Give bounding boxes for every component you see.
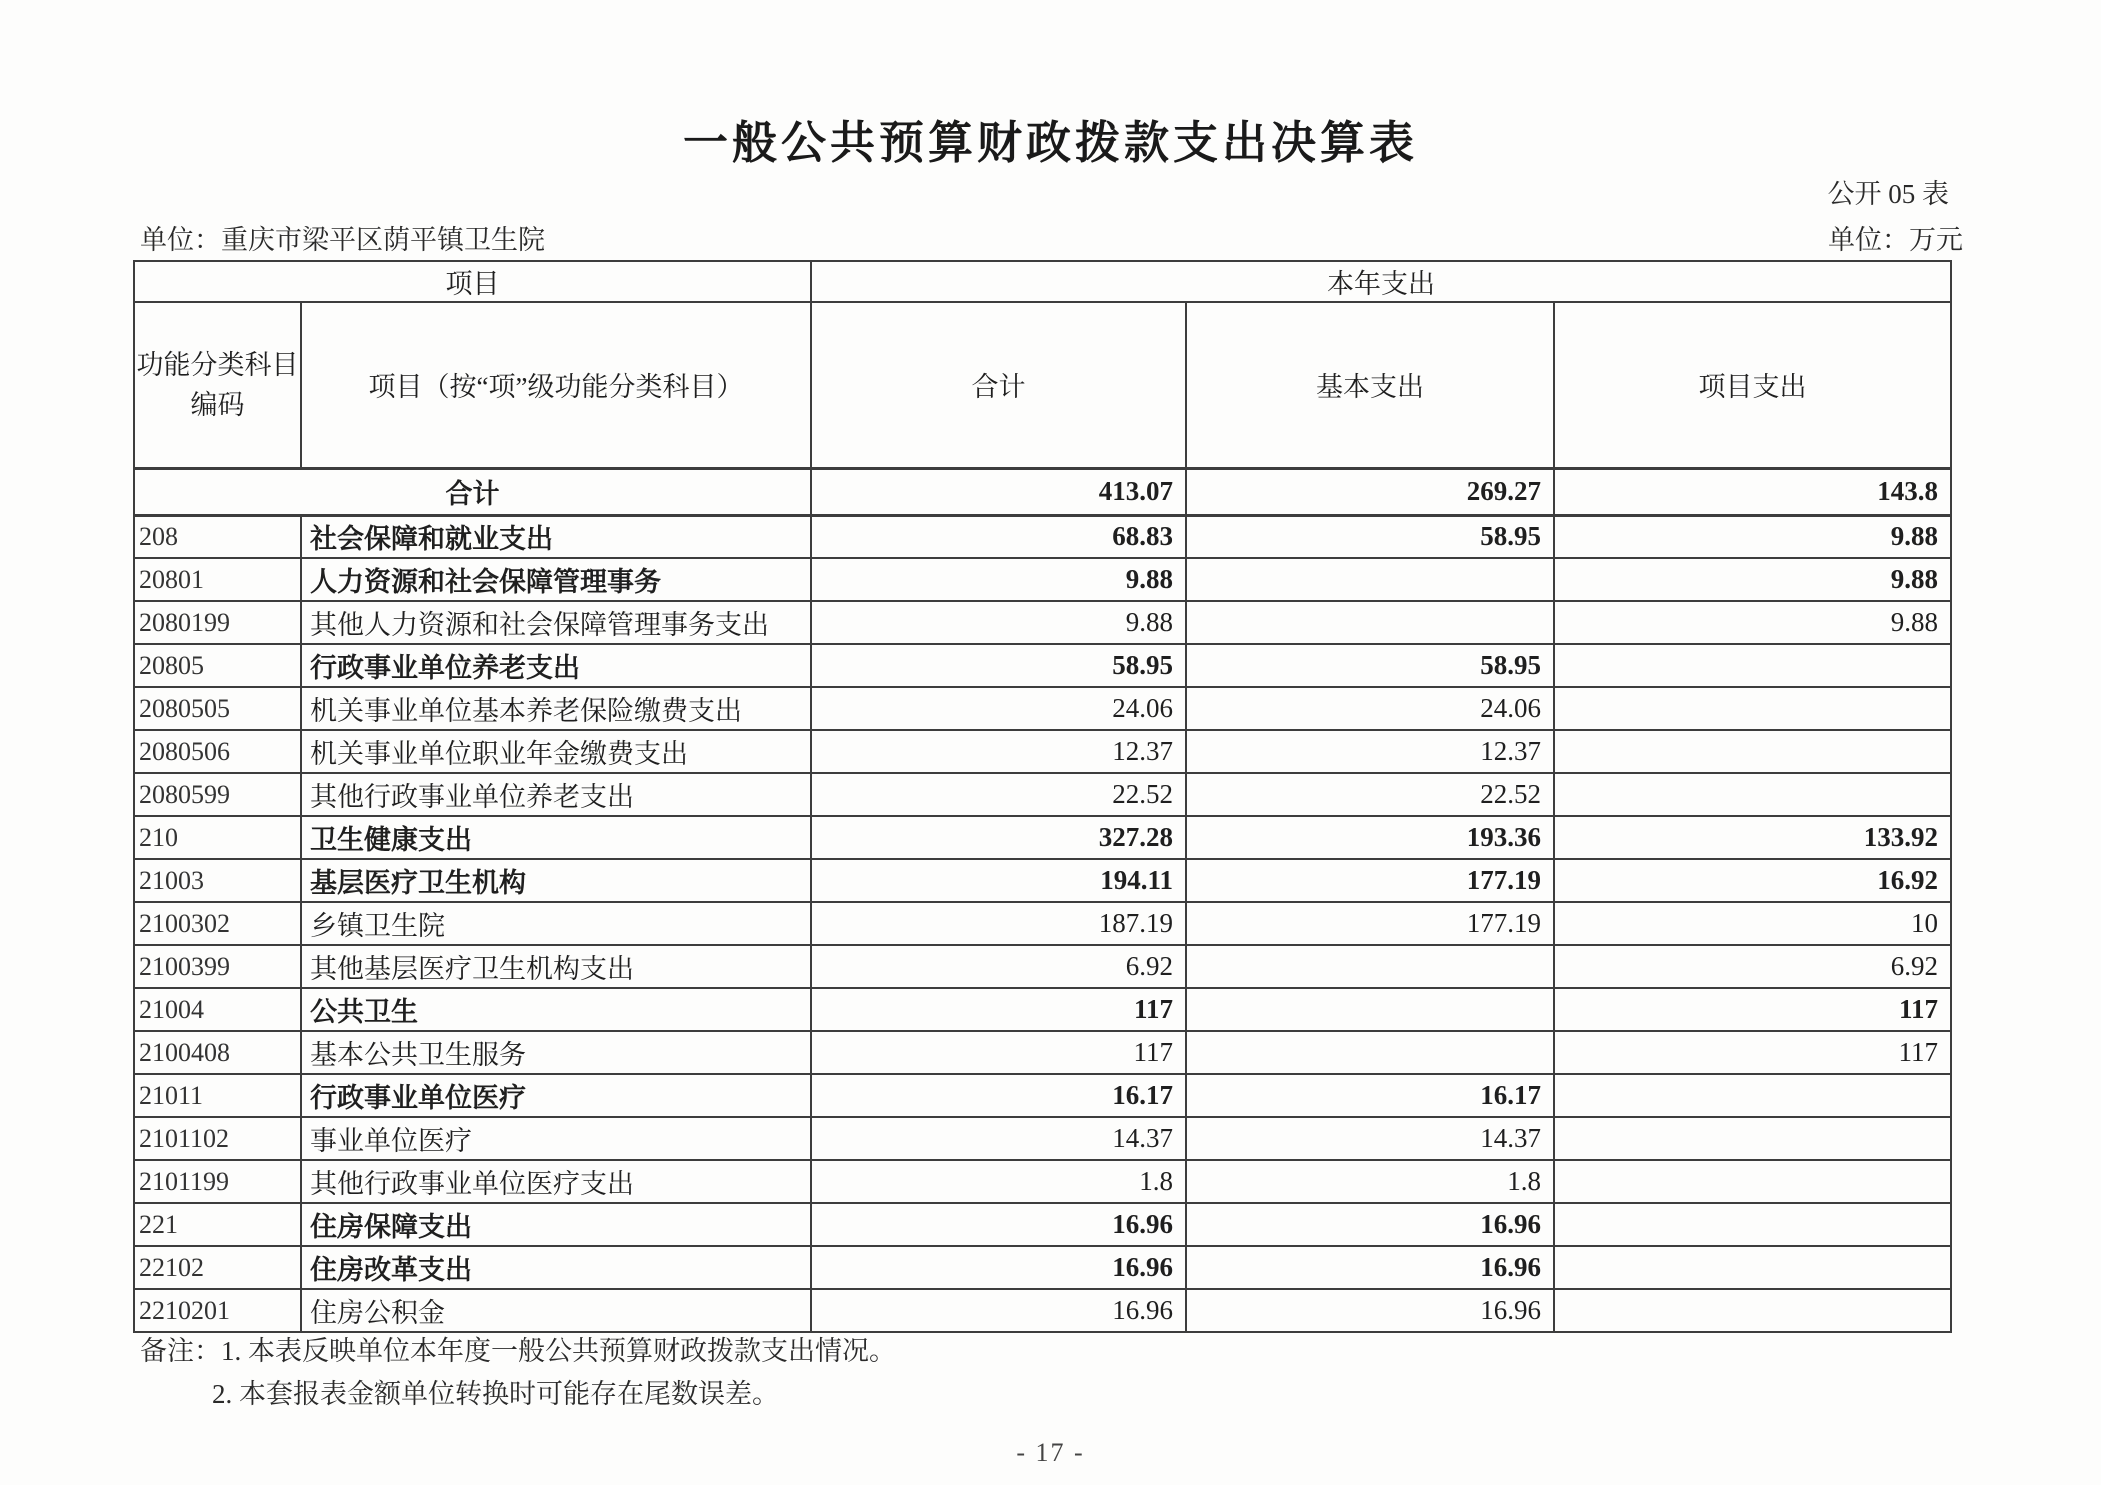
project-cell: 9.88: [1554, 558, 1951, 601]
name-cell: 公共卫生: [301, 988, 811, 1031]
header-col-code-line1: 功能分类科目: [136, 349, 299, 380]
table-row: [134, 902, 1951, 945]
table-row: [134, 816, 1951, 859]
total-cell: 58.95: [811, 644, 1186, 687]
name-cell: 基本公共卫生服务: [301, 1031, 811, 1074]
project-cell: 16.92: [1554, 859, 1951, 902]
name-cell: 乡镇卫生院: [301, 902, 811, 945]
table-row: [134, 730, 1951, 773]
code-cell: 2100399: [134, 945, 301, 988]
code-cell: 2080506: [134, 730, 301, 773]
total-cell: 24.06: [811, 687, 1186, 730]
table-row: [134, 859, 1951, 902]
name-cell: 住房保障支出: [301, 1203, 811, 1246]
basic-cell: 14.37: [1186, 1117, 1554, 1160]
total-cell: 16.17: [811, 1074, 1186, 1117]
project-cell: 9.88: [1554, 515, 1951, 558]
code-cell: 21003: [134, 859, 301, 902]
table-row: [134, 1031, 1951, 1074]
grand-total-sum: 413.07: [811, 468, 1186, 515]
name-cell: 其他行政事业单位养老支出: [301, 773, 811, 816]
name-cell: 其他行政事业单位医疗支出: [301, 1160, 811, 1203]
project-cell: [1554, 730, 1951, 773]
project-cell: [1554, 1246, 1951, 1289]
project-cell: 6.92: [1554, 945, 1951, 988]
total-cell: 194.11: [811, 859, 1186, 902]
footnote-prefix: 备注：: [140, 1336, 221, 1366]
basic-cell: [1186, 945, 1554, 988]
footnote-line-2: 2. 本套报表金额单位转换时可能存在尾数误差。: [212, 1379, 779, 1409]
table-row: [134, 1246, 1951, 1289]
total-cell: 1.8: [811, 1160, 1186, 1203]
project-cell: [1554, 644, 1951, 687]
basic-cell: 16.17: [1186, 1074, 1554, 1117]
code-cell: 20801: [134, 558, 301, 601]
project-cell: 117: [1554, 1031, 1951, 1074]
name-cell: 机关事业单位基本养老保险缴费支出: [301, 687, 811, 730]
name-cell: 卫生健康支出: [301, 816, 811, 859]
basic-cell: [1186, 601, 1554, 644]
project-cell: [1554, 773, 1951, 816]
total-cell: 16.96: [811, 1203, 1186, 1246]
basic-cell: 16.96: [1186, 1203, 1554, 1246]
table-body: [134, 468, 1951, 1332]
project-cell: [1554, 1160, 1951, 1203]
name-cell: 其他人力资源和社会保障管理事务支出: [301, 601, 811, 644]
grand-total-row: [134, 468, 1951, 515]
project-cell: 133.92: [1554, 816, 1951, 859]
code-cell: 22102: [134, 1246, 301, 1289]
code-cell: 210: [134, 816, 301, 859]
basic-cell: 16.96: [1186, 1246, 1554, 1289]
table-header-columns-row: [134, 302, 1951, 468]
grand-total-label: 合计: [134, 468, 811, 515]
basic-cell: 12.37: [1186, 730, 1554, 773]
total-cell: 187.19: [811, 902, 1186, 945]
basic-cell: 1.8: [1186, 1160, 1554, 1203]
basic-cell: 177.19: [1186, 902, 1554, 945]
unit-name-label: 单位：重庆市梁平区荫平镇卫生院: [140, 225, 545, 255]
total-cell: 6.92: [811, 945, 1186, 988]
total-cell: 22.52: [811, 773, 1186, 816]
code-cell: 2210201: [134, 1289, 301, 1332]
table-row: [134, 773, 1951, 816]
expenditure-table: [133, 260, 1952, 1333]
table-row: [134, 1160, 1951, 1203]
table-row: [134, 988, 1951, 1031]
meta-row: [140, 218, 1963, 257]
basic-cell: 24.06: [1186, 687, 1554, 730]
name-cell: 基层医疗卫生机构: [301, 859, 811, 902]
code-cell: 21011: [134, 1074, 301, 1117]
project-cell: [1554, 1203, 1951, 1246]
basic-cell: 193.36: [1186, 816, 1554, 859]
project-cell: 10: [1554, 902, 1951, 945]
table-row: [134, 558, 1951, 601]
total-cell: 14.37: [811, 1117, 1186, 1160]
header-group-item: 项目: [134, 261, 811, 302]
name-cell: 住房改革支出: [301, 1246, 811, 1289]
table-row: [134, 1074, 1951, 1117]
name-cell: 行政事业单位养老支出: [301, 644, 811, 687]
total-cell: 16.96: [811, 1246, 1186, 1289]
project-cell: [1554, 1117, 1951, 1160]
code-cell: 2080599: [134, 773, 301, 816]
code-cell: 2100408: [134, 1031, 301, 1074]
document-title: 一般公共预算财政拨款支出决算表: [682, 118, 1418, 168]
total-cell: 9.88: [811, 601, 1186, 644]
basic-cell: [1186, 988, 1554, 1031]
project-cell: [1554, 687, 1951, 730]
project-cell: [1554, 1289, 1951, 1332]
basic-cell: 22.52: [1186, 773, 1554, 816]
table-row: [134, 687, 1951, 730]
name-cell: 社会保障和就业支出: [301, 515, 811, 558]
basic-cell: 58.95: [1186, 515, 1554, 558]
name-cell: 行政事业单位医疗: [301, 1074, 811, 1117]
table-row: [134, 1117, 1951, 1160]
header-col-total: 合计: [811, 302, 1186, 468]
basic-cell: 58.95: [1186, 644, 1554, 687]
project-cell: 9.88: [1554, 601, 1951, 644]
code-cell: 208: [134, 515, 301, 558]
code-cell: 21004: [134, 988, 301, 1031]
project-cell: [1554, 1074, 1951, 1117]
header-col-project: 项目支出: [1554, 302, 1951, 468]
basic-cell: [1186, 1031, 1554, 1074]
public-table-number-label: 公开 05 表: [1827, 179, 1949, 209]
header-group-year-expense: 本年支出: [811, 261, 1951, 302]
total-cell: 9.88: [811, 558, 1186, 601]
total-cell: 117: [811, 1031, 1186, 1074]
header-col-item: 项目（按“项”级功能分类科目）: [301, 302, 811, 468]
name-cell: 事业单位医疗: [301, 1117, 811, 1160]
project-cell: 117: [1554, 988, 1951, 1031]
code-cell: 2080199: [134, 601, 301, 644]
footnote-text-1: 1. 本表反映单位本年度一般公共预算财政拨款支出情况。: [221, 1336, 896, 1366]
total-cell: 117: [811, 988, 1186, 1031]
table-row: [134, 601, 1951, 644]
table-row: [134, 1289, 1951, 1332]
grand-total-project: 143.8: [1554, 468, 1951, 515]
basic-cell: 16.96: [1186, 1289, 1554, 1332]
unit-currency-label: 单位：万元: [1828, 225, 1963, 255]
grand-total-basic: 269.27: [1186, 468, 1554, 515]
code-cell: 2101102: [134, 1117, 301, 1160]
header-col-code-line2: 编码: [190, 389, 245, 420]
name-cell: 机关事业单位职业年金缴费支出: [301, 730, 811, 773]
table-header-group-row: [134, 261, 1951, 302]
code-cell: 2101199: [134, 1160, 301, 1203]
basic-cell: [1186, 558, 1554, 601]
basic-cell: 177.19: [1186, 859, 1554, 902]
table-row: [134, 945, 1951, 988]
total-cell: 12.37: [811, 730, 1186, 773]
footnote-line-1: [140, 1330, 896, 1373]
code-cell: 20805: [134, 644, 301, 687]
header-col-code: [134, 302, 301, 468]
code-cell: 2080505: [134, 687, 301, 730]
name-cell: 其他基层医疗卫生机构支出: [301, 945, 811, 988]
table-row: [134, 644, 1951, 687]
total-cell: 68.83: [811, 515, 1186, 558]
total-cell: 16.96: [811, 1289, 1186, 1332]
code-cell: 221: [134, 1203, 301, 1246]
name-cell: 人力资源和社会保障管理事务: [301, 558, 811, 601]
page-number: - 17 -: [1016, 1438, 1085, 1467]
footnotes: [140, 1330, 896, 1416]
table-row: [134, 1203, 1951, 1246]
table-row: [134, 515, 1951, 558]
name-cell: 住房公积金: [301, 1289, 811, 1332]
total-cell: 327.28: [811, 816, 1186, 859]
code-cell: 2100302: [134, 902, 301, 945]
header-col-basic: 基本支出: [1186, 302, 1554, 468]
